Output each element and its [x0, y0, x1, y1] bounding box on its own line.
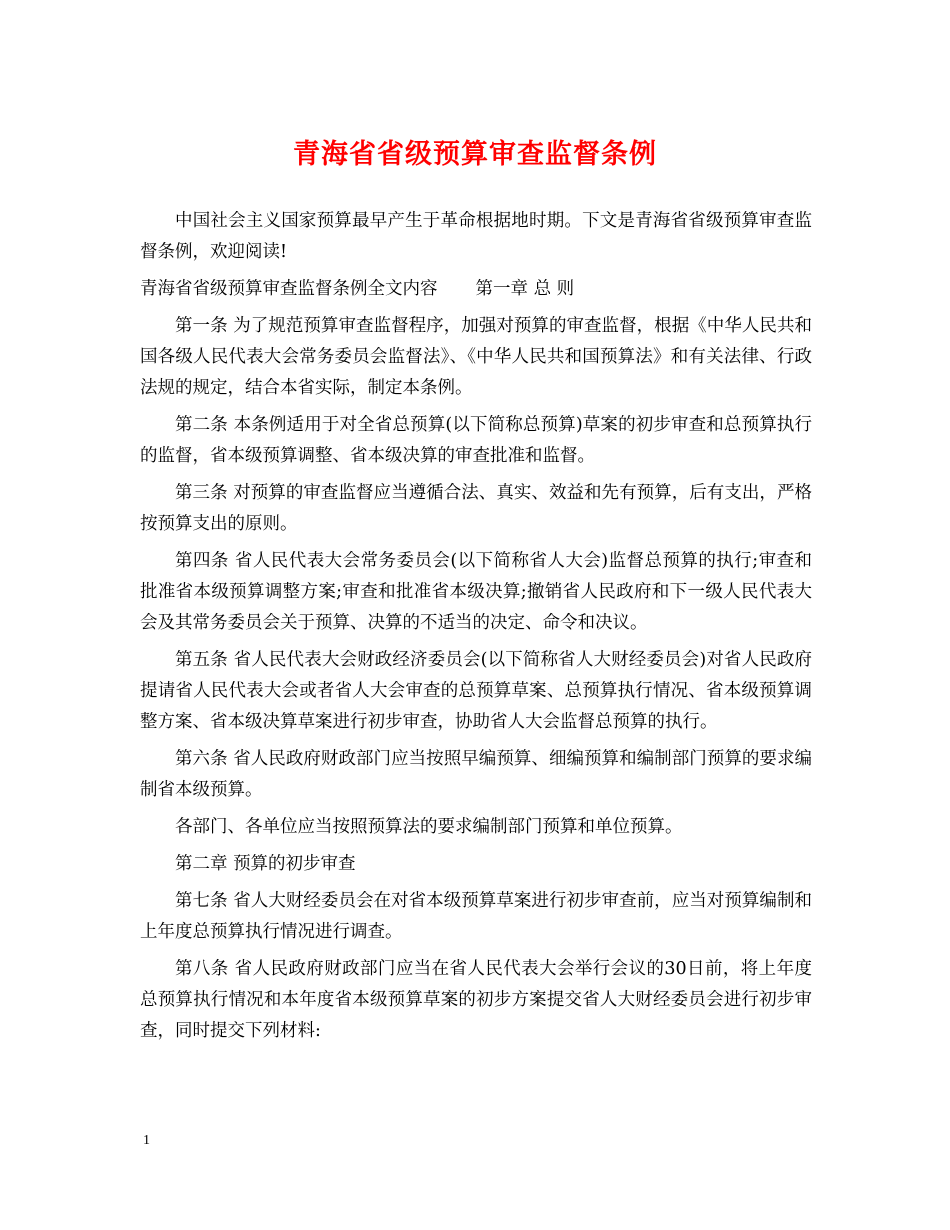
article-7: 第七条 省人大财经委员会在对省本级预算草案进行初步审查前，应当对预算编制和上年度总预算执行情况进行调查。: [140, 891, 812, 942]
article-2: 第二条 本条例适用于对全省总预算(以下简称总预算)草案的初步审查和总预算执行的监督，省本级预算调整、省本级决算的审查批准和监督。: [140, 415, 812, 466]
chapter-two-heading: 第二章 预算的初步审查: [175, 854, 356, 874]
full-text-heading: 青海省省级预算审查监督条例全文内容: [140, 279, 438, 299]
article-1: 第一条 为了规范预算审查监督程序，加强对预算的审查监督，根据《中华人民共和国各级人民代表大会常务委员会监督法》、《中华人民共和国预算法》和有关法律、行政法规的规定，结合本省实际，制定本条例。: [140, 316, 812, 398]
chapter-one-heading: 第一章 总 则: [475, 279, 575, 299]
page-number: 1: [143, 1133, 150, 1148]
department-budget-paragraph: 各部门、各单位应当按照预算法的要求编制部门预算和单位预算。: [175, 817, 683, 837]
article-3: 第三条 对预算的审查监督应当遵循合法、真实、效益和先有预算，后有支出，严格按预算支出的原则。: [140, 483, 812, 534]
article-5: 第五条 省人民代表大会财政经济委员会(以下简称省人大财经委员会)对省人民政府提请省人民代表大会或者省人大会审查的总预算草案、总预算执行情况、省本级预算调整方案、省本级决算草案进行初步审查，协助省人大会监督总预算的执行。: [140, 650, 812, 732]
full-text-heading-line: [140, 274, 812, 305]
document-body: [140, 206, 812, 1053]
article-6: 第六条 省人民政府财政部门应当按照早编预算、细编预算和编制部门预算的要求编制省本级预算。: [140, 749, 812, 800]
document-title: 青海省省级预算审查监督条例: [293, 139, 657, 170]
intro-paragraph: 中国社会主义国家预算最早产生于革命根据地时期。下文是青海省省级预算审查监督条例，欢迎阅读!: [140, 211, 812, 262]
article-8: 第八条 省人民政府财政部门应当在省人民代表大会举行会议的30日前，将上年度总预算执行情况和本年度省本级预算草案的初步方案提交省人大财经委员会进行初步审查，同时提交下列材料:: [140, 959, 812, 1041]
article-4: 第四条 省人民代表大会常务委员会(以下简称省人大会)监督总预算的执行;审查和批准省本级预算调整方案;审查和批准省本级决算;撤销省人民政府和下一级人民代表大会及其常务委员会关于预算、决算的不适当的决定、命令和决议。: [140, 551, 812, 633]
